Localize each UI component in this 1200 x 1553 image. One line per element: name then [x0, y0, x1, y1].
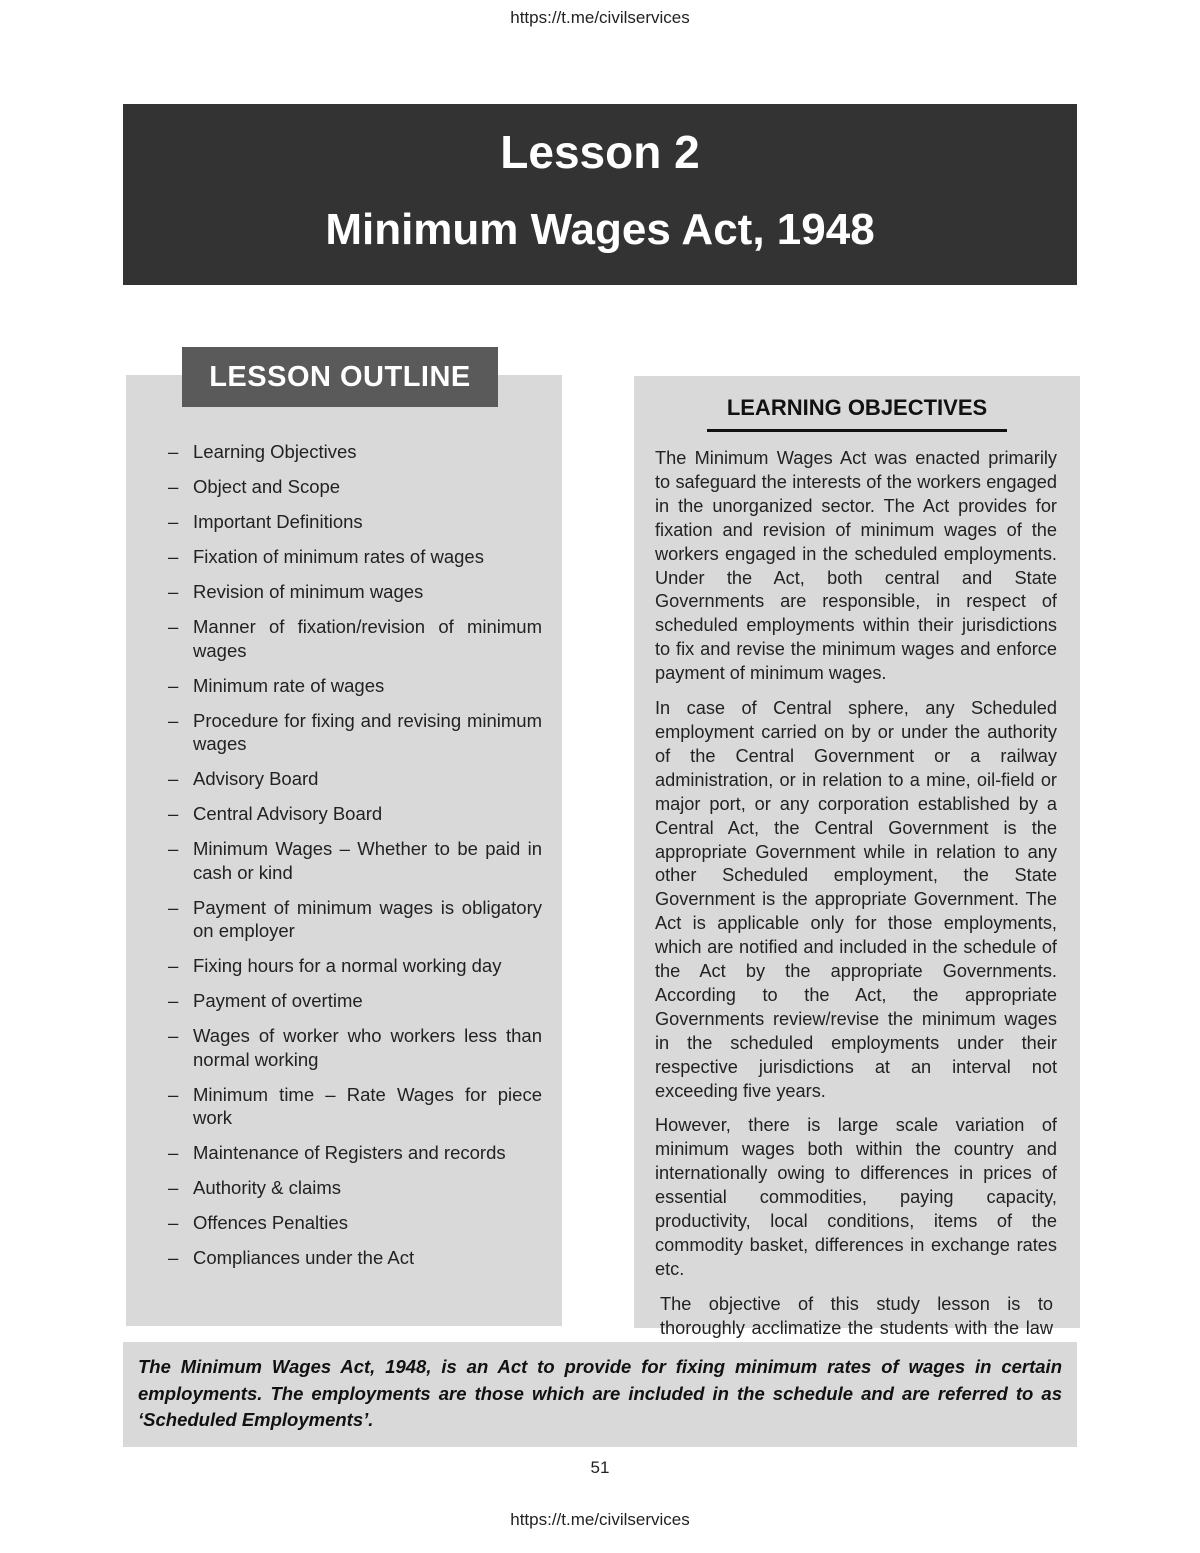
dash-bullet: –: [168, 616, 179, 637]
outline-item: [168, 1141, 542, 1165]
outline-item-label: Offences Penalties: [193, 1212, 348, 1233]
objectives-paragraph: The Minimum Wages Act was enacted primarily to safeguard the interests of the workers engaged in the unorganized sector. The Act provides for fixation and revision of minimum wages of the workers engaged in the scheduled employments. Under the Act, both central and State Governments are responsible, in respect of scheduled employments within their jurisdictions to fix and revise the minimum wages and enforce payment of minimum wages.: [655, 448, 1057, 684]
dash-bullet: –: [168, 768, 179, 789]
outline-item: [168, 1083, 542, 1130]
header-url[interactable]: https://t.me/civilservices: [510, 8, 690, 27]
outline-item-label: Authority & claims: [193, 1177, 342, 1198]
heading-underline: [707, 429, 1007, 432]
lesson-number: Lesson 2: [500, 126, 700, 178]
outline-item: [168, 989, 542, 1013]
outline-item-label: Fixation of minimum rates of wages: [193, 546, 484, 567]
outline-item-label: Manner of fixation/revision of minimum wages: [193, 616, 542, 661]
outline-item-label: Maintenance of Registers and records: [193, 1142, 506, 1163]
outline-item-label: Payment of overtime: [193, 990, 363, 1011]
dash-bullet: –: [168, 838, 179, 859]
dash-bullet: –: [168, 476, 179, 497]
learning-objectives-heading: LEARNING OBJECTIVES: [726, 395, 988, 420]
outline-item-label: Minimum rate of wages: [193, 674, 385, 696]
dash-bullet: –: [168, 1025, 179, 1046]
objectives-paragraph: The objective of this study lesson is to thoroughly acclimatize the students with the law: [660, 1293, 1053, 1338]
outline-item: [168, 475, 542, 499]
dash-bullet: –: [168, 896, 179, 918]
outline-item: [168, 709, 542, 756]
lesson-title: Minimum Wages Act, 1948: [325, 205, 875, 254]
outline-item-label: Procedure for fixing and revising minimum wages: [193, 709, 542, 754]
outline-item-label: Object and Scope: [193, 476, 341, 497]
dash-bullet: –: [168, 803, 179, 824]
footer-url[interactable]: https://t.me/civilservices: [510, 1510, 690, 1529]
outline-item-label: Learning Objectives: [193, 441, 357, 462]
outline-item-label: Important Definitions: [193, 511, 363, 532]
outline-item: [168, 545, 542, 569]
dash-bullet: –: [168, 1212, 179, 1233]
outline-item: [168, 1211, 542, 1235]
page-number: 51: [590, 1458, 610, 1477]
dash-bullet: –: [168, 674, 179, 696]
outline-item: [168, 580, 542, 604]
dash-bullet: –: [168, 441, 179, 462]
dash-bullet: –: [168, 990, 179, 1011]
dash-bullet: –: [168, 1083, 179, 1105]
dash-bullet: –: [168, 1142, 179, 1163]
outline-item-label: Minimum Wages – Whether to be paid in cash or kind: [193, 838, 542, 883]
dash-bullet: –: [168, 546, 179, 567]
outline-item-label: Revision of minimum wages: [193, 581, 424, 602]
outline-item: [168, 510, 542, 534]
dash-bullet: –: [168, 709, 179, 731]
outline-item: [168, 440, 542, 464]
outline-item: [168, 802, 542, 826]
outline-item-label: Minimum time – Rate Wages for piece work: [193, 1083, 542, 1128]
dash-bullet: –: [168, 955, 179, 976]
outline-item: [168, 1246, 542, 1270]
objectives-paragraph: In case of Central sphere, any Scheduled employment carried on by or under the authority of the Central Government or a railway administration, or in relation to a mine, oil-field or major port, or any corporation established by a Central Act, the Central Government is the appropriate Government while in relation to any other Scheduled employment, the State Government is the appropriate Government. The Act is applicable only for those employments, which are notified and included in the schedule of the Act by the appropriate Governments. According to the Act, the appropriate Governments review/revise the minimum wages in the scheduled employments under their respective jurisdictions at an interval not exceeding five years.: [655, 698, 1057, 1101]
outline-item: [168, 1176, 542, 1200]
outline-item: [168, 767, 542, 791]
outline-item: [168, 954, 542, 978]
outline-item-label: Advisory Board: [193, 768, 319, 789]
outline-item-label: Wages of worker who workers less than normal working: [193, 1025, 542, 1070]
outline-item: [168, 896, 542, 943]
lesson-outline-list: [168, 440, 542, 1281]
lesson-outline-heading: LESSON OUTLINE: [182, 347, 498, 407]
outline-item-label: Central Advisory Board: [193, 803, 383, 824]
objectives-paragraph: However, there is large scale variation of minimum wages both within the country and internationally owing to differences in prices of essential commodities, paying capacity, productivity, local conditions, items of the commodity basket, differences in exchange rates etc.: [655, 1115, 1057, 1279]
dash-bullet: –: [168, 1247, 179, 1268]
outline-item: [168, 674, 542, 698]
outline-item: [168, 837, 542, 884]
outline-item: [168, 615, 542, 662]
act-summary-text: The Minimum Wages Act, 1948, is an Act to provide for fixing minimum rates of wages in certain employments. The employments are those which are included in the schedule and are referred to as ‘Scheduled Employments’.: [138, 1356, 1062, 1430]
dash-bullet: –: [168, 1177, 179, 1198]
outline-item: [168, 1024, 542, 1071]
outline-item-label: Fixing hours for a normal working day: [193, 955, 502, 976]
title-banner: [123, 104, 1077, 285]
outline-item-label: Compliances under the Act: [193, 1247, 415, 1268]
learning-objectives-body: [655, 447, 1057, 1376]
dash-bullet: –: [168, 511, 179, 532]
outline-item-label: Payment of minimum wages is obligatory on employer: [193, 896, 542, 941]
dash-bullet: –: [168, 581, 179, 602]
